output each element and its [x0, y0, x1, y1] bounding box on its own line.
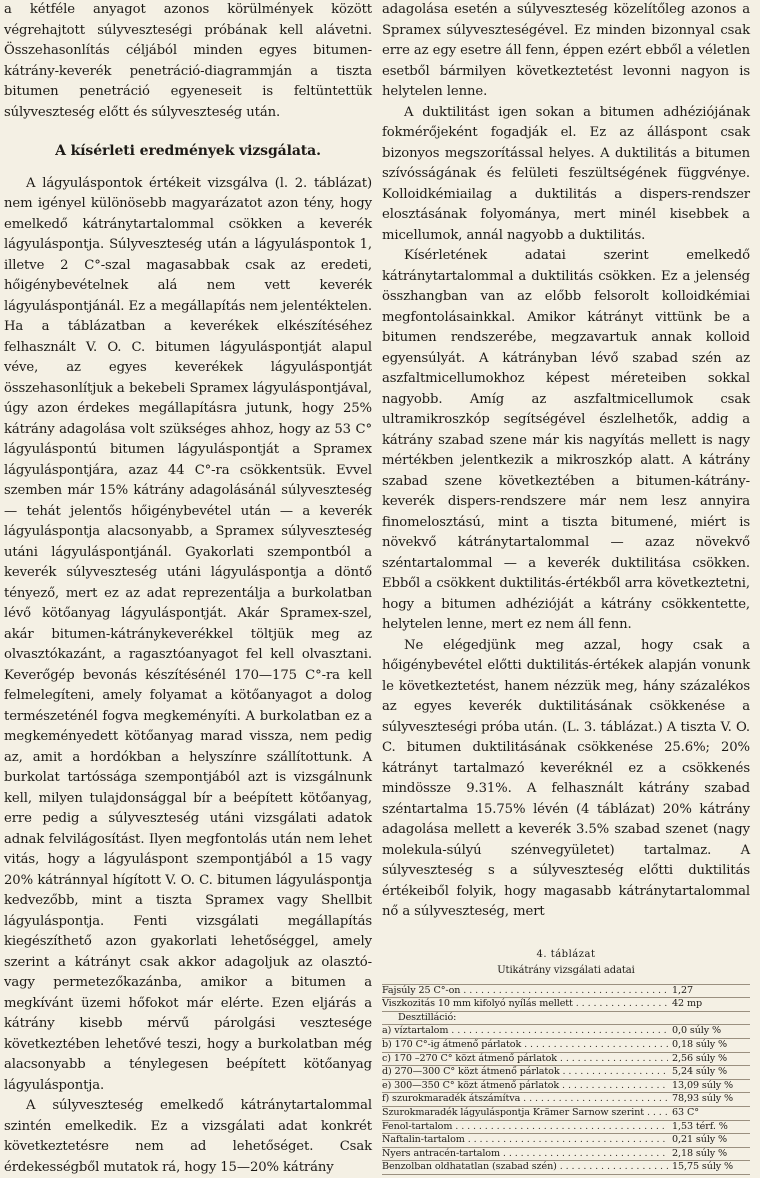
table-row-label: b) 170 C°-ig átmenő párlatok . . .	[382, 1039, 668, 1052]
right-paragraph-2: A duktilitást igen sokan a bitumen adhéziójának fokmérőjeként fogadják el. Ez az álláspont csak bizonyos megszorítással helyes. A duktilitás a bitumen szívósságának és felületi feszültségének függvénye. Kolloidkémiailag a duktilitás a dispers-rendszer elosztásának folyománya, mert minél kisebbek a micellumok, annál nagyobb a duktilitás.	[382, 104, 750, 243]
table-row-value: 63 C°	[672, 1107, 699, 1119]
table-row	[382, 984, 750, 999]
right-paragraph-4: Ne elégedjünk meg azzal, hogy csak a hőigénybevétel előtti duktilitás-értékek alapján vonunk le következtetést, hanem nézzük meg, hány százalékos az egyes keverék duktilitásának csökkenése a súlyveszteségi próba után. (L. 3. táblázat.) A tiszta V. O. C. bitumen duktilitásának csökkenése 25.6%; 20% kátrányt tartalmazó keveréknél ez a csökkenés mindössze 9.31%. A felhasznált kátrány szabad széntartalma 15.75% lévén (4 táblázat) 20% kátrány adagolása mellett a keverék 3.5% szabad szenet (nagy molekula-súlyú szénvegyületet) tartalmaz. A súlyveszteség s a súlyveszteség előtti duktilitás értékeiből folyik, hogy magasabb kátránytartalommal nő a súlyveszteség, mert	[382, 637, 750, 919]
table-row-label: a) víztartalom . . .	[382, 1025, 668, 1038]
table-row-value: 1,27	[672, 984, 693, 996]
table-row-label: Fenol-tartalom . . .	[382, 1121, 668, 1134]
table-row	[382, 1025, 750, 1039]
table-row	[382, 998, 750, 1012]
table-title: 4. táblázat	[536, 948, 596, 960]
table-row-label: Nyers antracén-tartalom . . .	[382, 1148, 668, 1161]
table-row-value: 5,24 súly %	[672, 1066, 728, 1078]
table-row	[382, 1053, 750, 1067]
table-row	[382, 1039, 750, 1053]
table-row	[382, 1161, 750, 1175]
right-column	[382, 0, 750, 1173]
table-row-value: 78,93 súly %	[672, 1093, 734, 1105]
table-body	[382, 984, 750, 1175]
left-paragraph-3: A súlyveszteség emelkedő kátránytartalommal szintén emelkedik. Ez a vizsgálati adat konkrét következtetésre nem ad lehetőséget. Csak érdekességből mutatok rá, hogy 15—20% kátrány	[4, 1098, 372, 1175]
table-row	[382, 1066, 750, 1080]
table-row-label: Fajsúly 25 C°-on . . .	[382, 985, 668, 998]
table-row-label: Viszkozitás 10 mm kifolyó nyílás mellett . . .	[382, 998, 668, 1011]
table-subtitle: Utikátrány vizsgálati adatai	[497, 965, 635, 977]
table-row-value: 0,0 súly %	[672, 1025, 722, 1037]
section-heading: A kísérleti eredmények vizsgálata.	[55, 143, 321, 159]
table-row-value: 0,18 súly %	[672, 1039, 728, 1051]
left-paragraph-1: a kétféle anyagot azonos körülmények között végrehajtott súlyveszteségi próbának kell alávetni. Összehasonlítás céljából minden egyes bitumen-kátrány-keverék penetráció-diagrammján a tiszta bitumen penetráció egyeneseit is feltüntettük súlyveszteség előtt és súlyveszteség után.	[4, 2, 372, 120]
table-row-label: Benzolban oldhatatlan (szabad szén) . . .	[382, 1161, 668, 1174]
table-row-value: 15,75 súly %	[672, 1161, 734, 1173]
right-paragraph-3: Kísérletének adatai szerint emelkedő kátránytartalommal a duktilitás csökken. Ez a jelenség összhangban van az előbb felsorolt kolloidkémiai megfontolásainkkal. Amikor kátrányt vittünk be a bitumen rendszerébe, megzavartuk annak kolloid egyensúlyát. A kátrányban lévő szabad szén az aszfaltmicellumokhoz képest méreteiben sokkal nagyobb. Amíg az aszfaltmicellumok csak ultramikroszkóp segítségével észlelhetők, addig a kátrány szabad szene már kis nagyítás mellett is nagy mértékben jelentkezik a mikroszkóp alatt. A kátrány szabad szene következtében a bitumen-kátrány-keverék dispers-rendszere már nem lesz annyira finomelosztású, mint a tiszta bitumené, miért is növekvő kátránytartalommal — azaz növekvő széntartalommal — a keverék duktilitása csökken. Ebből a csökkent duktilitás-értékből arra következtetni, hogy a bitumen adhézióját a kátrány csökkentette, helytelen lenne, mert ez nem áll fenn.	[382, 248, 750, 632]
table-row-label: f) szurokmaradék átszámítva . . .	[382, 1093, 668, 1106]
table-row	[382, 1107, 750, 1121]
table-row	[382, 1093, 750, 1107]
table-row-label: c) 170 –270 C° közt átmenő párlatok . . .	[382, 1053, 668, 1066]
table-4	[382, 949, 750, 1176]
table-row-value: 13,09 súly %	[672, 1079, 734, 1091]
table-row-label: Desztilláció:	[398, 1011, 457, 1023]
table-row-label: Naftalin-tartalom . . .	[382, 1134, 668, 1147]
table-row-value: 42 mp	[672, 998, 702, 1010]
table-row	[382, 1148, 750, 1162]
table-row	[382, 1121, 750, 1135]
table-row-label: d) 270—300 C° közt átmenő párlatok . . .	[382, 1066, 668, 1079]
left-column	[4, 0, 372, 1175]
table-row-value: 0,21 súly %	[672, 1134, 728, 1146]
table-row	[382, 1134, 750, 1148]
right-paragraph-1: adagolása esetén a súlyveszteség közelítőleg azonos a Spramex súlyveszteségével. Ez minden bizonnyal csak erre az egy esetre áll fenn, éppen ezért ebből a véletlen esetből bármilyen következtetést levonni nagyon is helytelen lenne.	[382, 2, 750, 99]
table-row-value: 2,56 súly %	[672, 1052, 728, 1064]
table-row-value: 1,53 térf. %	[672, 1120, 728, 1132]
table-row-value: 2,18 súly %	[672, 1147, 728, 1159]
table-row	[382, 1012, 750, 1026]
left-paragraph-2: A lágyuláspontok értékeit vizsgálva (l. 2. táblázat) nem igényel különösebb magyarázatot azon tény, hogy emelkedő kátránytartalommal csökken a keverék lágyuláspontja. Súlyveszteség után a lágyuláspontok 1, illetve 2 C°-szal magasabbak csak az eredeti, hőigénybevételnek alá nem vett keverék lágyuláspontjánál. Ez a megállapítás nem jelentéktelen. Ha a táblázatban a keverékek elkészítéséhez felhasznált V. O. C. bitumen lágyuláspontját alapul véve, az egyes keverékek lágyuláspontját összehasonlítjuk a bekebeli Spramex lágyuláspontjával, úgy azon érdekes megállapításra jutunk, hogy 25% kátrány adagolása volt szükséges ahhoz, hogy az 53 C° lágyuláspontú bitumen lágyuláspontját a Spramex lágyuláspontjára, azaz 44 C°-ra csökkentsük. Evvel szemben már 15% kátrány adagolásánál súlyveszteség — tehát jelentős hőigénybevétel után — a keverék lágyuláspontja alacsonyabb, a Spramex súlyveszteség utáni lágyuláspontjánál. Gyakorlati szempontból a keverék súlyveszteség utáni lágyuláspontja a döntő tényező, mert ez az adat reprezentálja a burkolatban lévő kötőanyag lágyuláspontját. Akár Spramex-szel, akár bitumen-kátránykeverékkel töltjük meg az olvasztókazánt, a ragasztóanyagot fel kell olvasztani. Keverőgép bevonás készítésénél 170—175 C°-ra kell felmelegíteni, amely folyamat a kötőanyagot a dolog természeténél fogva megkeményíti. A burkolatban ez a megkeményedett kötőanyag marad vissza, nem pedig az, amit a hordókban a helyszínre szállítottunk. A burkolat tartóssága szempontjából azt is vizsgálnunk kell, milyen tulajdonsággal bír a beépített kötőanyag, erre pedig a súlyveszteség utáni vizsgálati adatok adnak felvilágosítást. Ilyen megfontolás után nem lehet vitás, hogy a lágyuláspont szempontjából a 15 vagy 20% kátránnyal hígított V. O. C. bitumen lágyuláspontja kedvezőbb, mint a tiszta Spramex vagy Shellbit lágyuláspontja. Fenti vizsgálati megállapítás kiegészíthető azon gyakorlati lehetőséggel, amely szerint a kátrányt csak akkor adagoljuk az olasztó- vagy permetezőkazánba, amikor a bitumen a megkívánt üzemi hőfokot már elérte. Ezen eljárás a kátrány kisebb mérvű párolgási vesztesége következtében lehetővé teszi, hogy a burkolatban még alacsonyabb a ténylegesen beépített kötőanyag lágyuláspontja.	[4, 175, 372, 1093]
table-row-label: Szurokmaradék lágyuláspontja Krämer Sarnow szerint . . .	[382, 1107, 668, 1120]
table-row-label: e) 300—350 C° közt átmenő párlatok . . .	[382, 1080, 668, 1093]
table-row	[382, 1080, 750, 1094]
